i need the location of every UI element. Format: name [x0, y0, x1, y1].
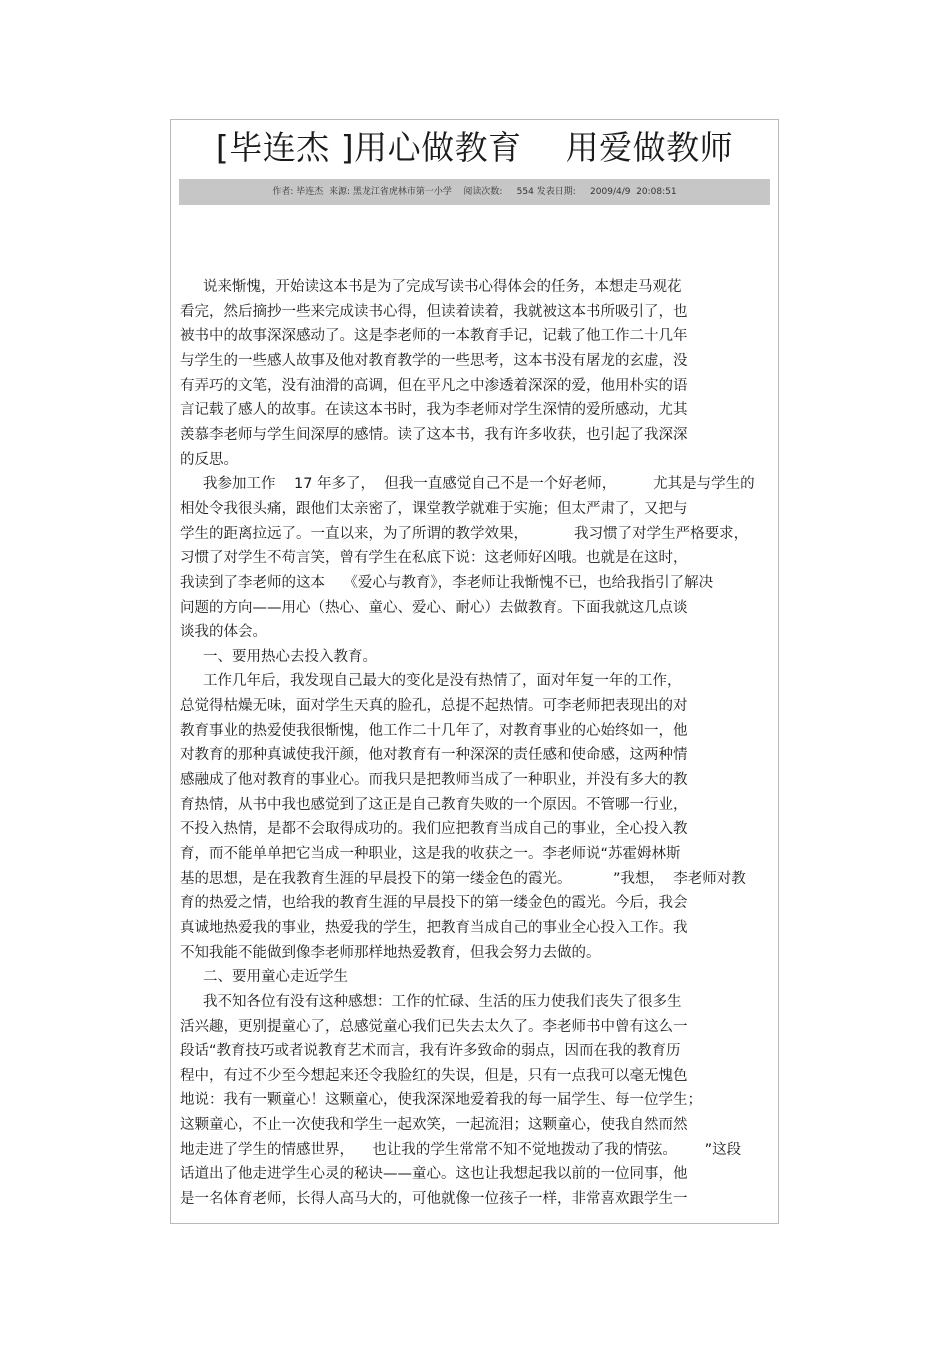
body-line: 育热情，从书中我也感觉到了这正是自己教育失败的一个原因。不管哪一行业， — [180, 796, 688, 813]
body-line: 这颗童心，不止一次使我和学生一起欢笑，一起流泪；这颗童心，使我自然而然 — [180, 1117, 688, 1134]
body-line: 羡慕李老师与学生间深厚的感情。读了这本书，我有许多收获，也引起了我深深 — [180, 426, 688, 443]
body-line: 不知我能不能做到像李老师那样地热爱教育，但我会努力去做的。 — [180, 944, 601, 961]
body-line: 育的热爱之情，也给我的教育生涯的早晨投下的第一缕金色的霞光。今后，我会 — [180, 895, 688, 912]
body-line: 说来惭愧，开始读这本书是为了完成写读书心得体会的任务，本想走马观花 — [180, 279, 682, 295]
body-line: 被书中的故事深深感动了。这是李老师的一本教育手记，记载了他工作二十几年 — [180, 328, 688, 345]
body-line: 谈我的体会。 — [180, 624, 267, 641]
body-line: 话道出了他走进学生心灵的秘诀——童心。这也让我想起我以前的一位同事，他 — [180, 1166, 688, 1183]
body-line: 问题的方向——用心（热心、童心、爱心、耐心）去做教育。下面我就这几点谈 — [180, 599, 688, 616]
article-meta-bar: 作者: 毕连杰 来源: 黑龙江省虎林市第一小学 阅读次数: 554 发表日期: 2009/4/9 20:08:51 — [179, 179, 770, 205]
body-line: 看完，然后摘抄一些来完成读书心得，但读着读着，我就被这本书所吸引了，也 — [180, 303, 688, 320]
body-line: 地走进了学生的情感世界， 也让我的学生常常不知不觉地拨动了我的情弦。 ”这段 — [180, 1141, 742, 1158]
body-line: 我不知各位有没有这种感想：工作的忙碌、生活的压力使我们丧失了很多生 — [180, 993, 682, 1010]
body-line: 二、要用童心走近学生 — [180, 969, 349, 986]
article-title: [毕连杰 ]用心做教育 用爱做教师 — [215, 128, 734, 167]
body-line: 地说：我有一颗童心！这颗童心，使我深深地爱着我的每一届学生、每一位学生； — [180, 1092, 702, 1109]
body-line: 与学生的一些感人故事及他对教育教学的一些思考，这本书没有屠龙的玄虚，没 — [180, 352, 688, 369]
body-line: 段话“教育技巧或者说教育艺术而言，我有许多致命的弱点，因而在我的教育历 — [180, 1043, 681, 1060]
body-line: 育，而不能单单把它当成一种职业，这是我的收获之一。李老师说“苏霍姆林斯 — [180, 845, 681, 862]
body-line: 基的思想，是在我教育生涯的早晨投下的第一缕金色的霞光。 ”我想， 李老师对教 — [180, 870, 746, 887]
body-line: 真诚地热爱我的事业，热爱我的学生，把教育当成自己的事业全心投入工作。我 — [180, 919, 688, 936]
body-line: 感融成了他对教育的事业心。而我只是把教师当成了一种职业，并没有多大的教 — [180, 772, 688, 788]
body-line: 相处令我很头痛，跟他们太亲密了，课堂教学就难于实施；但太严肃了，又把与 — [180, 500, 688, 517]
body-line: 言记载了感人的故事。在读这本书时，我为李老师对学生深情的爱所感动，尤其 — [180, 402, 688, 419]
body-line: 不投入热情，是都不会取得成功的。我们应把教育当成自己的事业，全心投入教 — [180, 821, 688, 838]
body-line: 教育事业的热爱使我很惭愧，他工作二十几年了，对教育事业的心始终如一，他 — [180, 722, 688, 739]
body-line: 程中，有过不少至今想起来还令我脸红的失误，但是，只有一点我可以毫无愧色 — [180, 1067, 688, 1084]
body-line: 习惯了对学生不苟言笑，曾有学生在私底下说：这老师好凶哦。也就是在这时， — [180, 550, 688, 567]
body-line: 一、要用热心去投入教育。 — [180, 648, 378, 665]
body-line: 我读到了李老师的这本 《爱心与教育》，李老师让我惭愧不已，也给我指引了解决 — [180, 574, 714, 591]
body-line: 总觉得枯燥无味，面对学生天真的脸孔，总提不起热情。可李老师把表现出的对 — [180, 698, 688, 714]
body-line: 活兴趣，更别提童心了，总感觉童心我们已失去太久了。李老师书中曾有这么一 — [180, 1018, 688, 1035]
body-line: 的反思。 — [180, 451, 238, 468]
body-line: 有弄巧的文笔，没有油滑的高调，但在平凡之中渗透着深深的爱，他用朴实的语 — [180, 377, 688, 394]
body-line: 是一名体育老师，长得人高马大的，可他就像一位孩子一样，非常喜欢跟学生一 — [180, 1191, 688, 1207]
body-line: 我参加工作 17 年多了， 但我一直感觉自己不是一个好老师， 尤其是与学生的 — [180, 476, 755, 493]
body-line: 工作几年后，我发现自己最大的变化是没有热情了，面对年复一年的工作， — [180, 673, 682, 690]
body-line: 对教育的那种真诚使我汗颜，他对教育有一种深深的责任感和使命感，这两种情 — [180, 747, 688, 764]
body-line: 学生的距离拉远了。一直以来，为了所谓的教学效果， 我习惯了对学生严格要求， — [180, 525, 749, 542]
